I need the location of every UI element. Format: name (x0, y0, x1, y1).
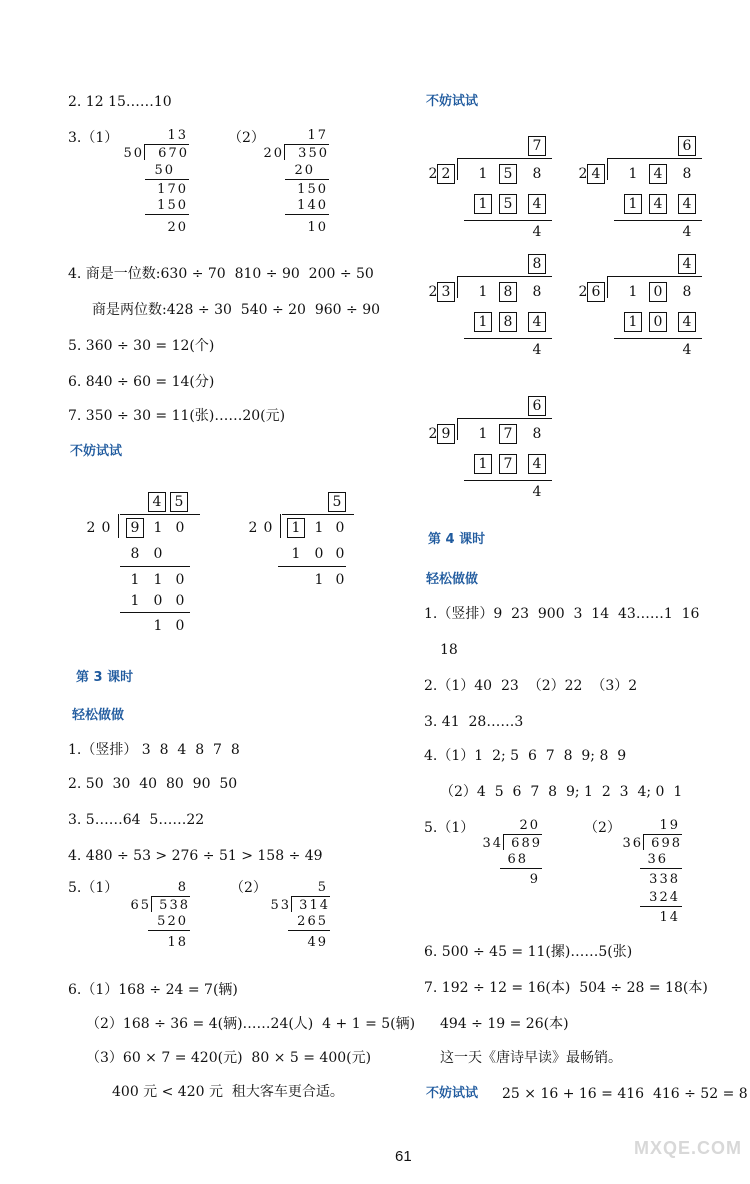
quotient-box: 5 (328, 492, 346, 512)
divisor-digit: 2 (428, 426, 438, 442)
digit: 0 (175, 520, 185, 536)
r-answer-7c: 这一天《唐诗早读》最畅销。 (440, 1050, 622, 1066)
digit: 2 (86, 520, 96, 536)
dividend: 538 (159, 898, 190, 913)
remainder: 49 (307, 935, 328, 950)
dividend-digit: 8 (532, 284, 542, 300)
digit-box: 9 (126, 518, 144, 538)
step: 140 (297, 198, 328, 213)
divisor-digit: 2 (428, 284, 438, 300)
product-box: 4 (678, 312, 696, 332)
dividend-digit: 1 (628, 166, 638, 182)
answer-3-label-2: （2） (228, 130, 265, 146)
step: 265 (297, 914, 328, 929)
product-box: 8 (499, 312, 517, 332)
product-box: 1 (474, 454, 492, 474)
remainder-digit: 4 (682, 224, 692, 240)
digit: 1 (314, 572, 324, 588)
step: 68 (507, 852, 528, 867)
divisor-box: 6 (587, 282, 605, 302)
dividend-digit: 1 (478, 426, 488, 442)
division-bar (608, 276, 702, 277)
digit: 0 (175, 593, 185, 609)
r-answer-1a: 1.（竖排）9 23 900 3 14 43……1 16 (424, 606, 700, 622)
quotient: 8 (177, 880, 188, 895)
remainder: 18 (167, 935, 188, 950)
answer-3-label-1: 3.（1） (68, 130, 119, 146)
digit-box: 1 (287, 518, 305, 538)
division-bracket (457, 276, 458, 298)
remainder: 14 (659, 910, 680, 925)
quotient-box: 7 (528, 136, 546, 156)
answer-4b: 商是两位数:428 ÷ 30 540 ÷ 20 960 ÷ 90 (92, 302, 381, 318)
dividend-digit: 8 (682, 284, 692, 300)
r-answer-4a: 4.（1）1 2; 5 6 7 8 9; 8 9 (424, 748, 627, 764)
division-bracket (457, 158, 458, 180)
digit: 0 (153, 546, 163, 562)
division-bracket (607, 158, 608, 180)
dividend-digit: 8 (532, 166, 542, 182)
remainder-digit: 4 (682, 342, 692, 358)
dividend-digit: 1 (628, 284, 638, 300)
division-bracket (607, 276, 608, 298)
e-answer-6a: 6.（1）168 ÷ 24 = 7(辆) (68, 982, 238, 998)
remainder: 9 (529, 872, 540, 887)
r-answer-7b: 494 ÷ 19 = 26(本) (440, 1016, 569, 1032)
e-answer-5-label-2: （2） (230, 880, 267, 896)
division-rule (464, 220, 552, 221)
digit: 0 (101, 520, 111, 536)
product-box: 1 (624, 194, 642, 214)
step: 324 (649, 890, 680, 905)
division-bar (458, 418, 552, 419)
quotient: 19 (659, 818, 680, 833)
division-rule (614, 338, 702, 339)
product-box: 7 (499, 454, 517, 474)
step: 338 (649, 872, 680, 887)
digit: 8 (130, 546, 140, 562)
divisor-digit: 2 (428, 166, 438, 182)
remainder: 20 (167, 220, 188, 235)
dividend: 698 (651, 836, 682, 851)
remainder-digit: 4 (532, 342, 542, 358)
quotient-box: 5 (170, 492, 188, 512)
product-box: 4 (528, 194, 546, 214)
digit: 0 (335, 546, 345, 562)
step: 20 (294, 163, 315, 178)
step: 150 (157, 198, 188, 213)
dividend-box: 7 (499, 424, 517, 444)
digit: 0 (335, 572, 345, 588)
digit: 0 (335, 520, 345, 536)
dividend-digit: 8 (682, 166, 692, 182)
product-box: 5 (499, 194, 517, 214)
divisor-digit: 2 (578, 166, 588, 182)
division-bar (458, 276, 552, 277)
quotient: 13 (167, 128, 188, 143)
e-answer-5-label-1: 5.（1） (68, 880, 119, 896)
step: 520 (157, 914, 188, 929)
divisor-box: 3 (437, 282, 455, 302)
r-answer-7a: 7. 192 ÷ 12 = 16(本) 504 ÷ 28 = 18(本) (424, 980, 708, 996)
digit: 1 (153, 572, 163, 588)
divisor: 36 (622, 836, 643, 851)
product-box: 4 (649, 194, 667, 214)
page-number: 61 (395, 1148, 412, 1165)
answer-4a: 4. 商是一位数:630 ÷ 70 810 ÷ 90 200 ÷ 50 (68, 266, 374, 282)
quotient-box: 8 (528, 254, 546, 274)
step: 50 (154, 163, 175, 178)
watermark-logo: MXQE.COM (633, 1138, 742, 1158)
division-bar (608, 158, 702, 159)
product-box: 1 (474, 194, 492, 214)
r-answer-5-label-1: 5.（1） (424, 820, 475, 836)
dividend: 670 (158, 146, 189, 161)
divisor-box: 4 (587, 164, 605, 184)
digit: 0 (175, 618, 185, 634)
digit: 0 (263, 520, 273, 536)
product-box: 4 (678, 194, 696, 214)
digit: 0 (153, 593, 163, 609)
divisor-digit: 2 (578, 284, 588, 300)
answer-6: 6. 840 ÷ 60 = 14(分) (68, 374, 215, 390)
easy-practice-heading: 轻松做做 (72, 708, 125, 723)
dividend: 689 (511, 836, 542, 851)
quotient-box: 4 (678, 254, 696, 274)
divisor: 50 (123, 146, 144, 161)
quotient: 17 (307, 128, 328, 143)
dividend-digit: 1 (478, 284, 488, 300)
r-answer-4b: （2）4 5 6 7 8 9; 1 2 3 4; 0 1 (440, 784, 683, 800)
section-heading-try-2: 不妨试试 (426, 1086, 479, 1101)
dividend-box: 4 (649, 164, 667, 184)
e-answer-4: 4. 480 ÷ 53 > 276 ÷ 51 > 158 ÷ 49 (68, 848, 323, 864)
answer-5: 5. 360 ÷ 30 = 12(个) (68, 338, 215, 354)
digit: 1 (130, 572, 140, 588)
product-box: 4 (528, 454, 546, 474)
step: 36 (647, 852, 668, 867)
quotient-box: 6 (528, 396, 546, 416)
e-answer-6d: 400 元 < 420 元 租大客车更合适。 (112, 1084, 344, 1100)
product-box: 0 (649, 312, 667, 332)
e-answer-6b: （2）168 ÷ 36 = 4(辆)……24(人) 4 + 1 = 5(辆) (86, 1016, 416, 1032)
quotient-box: 4 (148, 492, 166, 512)
e-answer-3: 3. 5……64 5……22 (68, 812, 205, 828)
dividend: 350 (298, 146, 329, 161)
digit: 1 (314, 520, 324, 536)
r-answer-6: 6. 500 ÷ 45 = 11(摞)……5(张) (424, 944, 633, 960)
quotient: 20 (519, 818, 540, 833)
divisor-box: 2 (437, 164, 455, 184)
r-answer-3: 3. 41 28……3 (424, 714, 524, 730)
remainder-digit: 4 (532, 484, 542, 500)
lesson-4-heading: 第 4 课时 (428, 532, 486, 547)
e-answer-2: 2. 50 30 40 80 90 50 (68, 776, 238, 792)
dividend-box: 0 (649, 282, 667, 302)
section-heading-try-right: 不妨试试 (426, 94, 479, 109)
division-rule (614, 220, 702, 221)
lesson-3-heading: 第 3 课时 (76, 670, 134, 685)
division-bar (458, 158, 552, 159)
divisor: 53 (270, 898, 291, 913)
quotient: 5 (317, 880, 328, 895)
r-answer-5-label-2: （2） (584, 820, 621, 836)
dividend: 314 (299, 898, 330, 913)
r-answer-2: 2.（1）40 23 （2）22 （3）2 (424, 678, 638, 694)
r-answer-1b: 18 (440, 642, 458, 658)
divisor: 65 (130, 898, 151, 913)
e-answer-1: 1.（竖排） 3 8 4 8 7 8 (68, 742, 240, 758)
remainder-digit: 4 (532, 224, 542, 240)
digit: 2 (248, 520, 258, 536)
digit: 0 (314, 546, 324, 562)
product-box: 1 (474, 312, 492, 332)
division-rule (464, 338, 552, 339)
dividend-digit: 1 (478, 166, 488, 182)
dividend-digit: 8 (532, 426, 542, 442)
dividend-box: 5 (499, 164, 517, 184)
digit: 1 (291, 546, 301, 562)
product-box: 4 (528, 312, 546, 332)
divisor: 34 (482, 836, 503, 851)
division-rule (464, 480, 552, 481)
remainder: 10 (307, 220, 328, 235)
quotient-box: 6 (678, 136, 696, 156)
section-heading-try: 不妨试试 (70, 444, 123, 459)
digit: 0 (175, 572, 185, 588)
step: 170 (157, 182, 188, 197)
try-2-answer: 25 × 16 + 16 = 416 416 ÷ 52 = 8 (502, 1086, 748, 1102)
answer-2: 2. 12 15……10 (68, 94, 172, 110)
digit: 1 (130, 593, 140, 609)
dividend-box: 8 (499, 282, 517, 302)
answer-7: 7. 350 ÷ 30 = 11(张)……20(元) (68, 408, 286, 424)
divisor: 20 (263, 146, 284, 161)
easy-practice-heading-right: 轻松做做 (426, 572, 479, 587)
digit: 1 (153, 618, 163, 634)
division-bracket (457, 418, 458, 440)
divisor-box: 9 (437, 424, 455, 444)
e-answer-6c: （3）60 × 7 = 420(元) 80 × 5 = 400(元) (86, 1050, 372, 1066)
digit: 1 (153, 520, 163, 536)
product-box: 1 (624, 312, 642, 332)
step: 150 (297, 182, 328, 197)
